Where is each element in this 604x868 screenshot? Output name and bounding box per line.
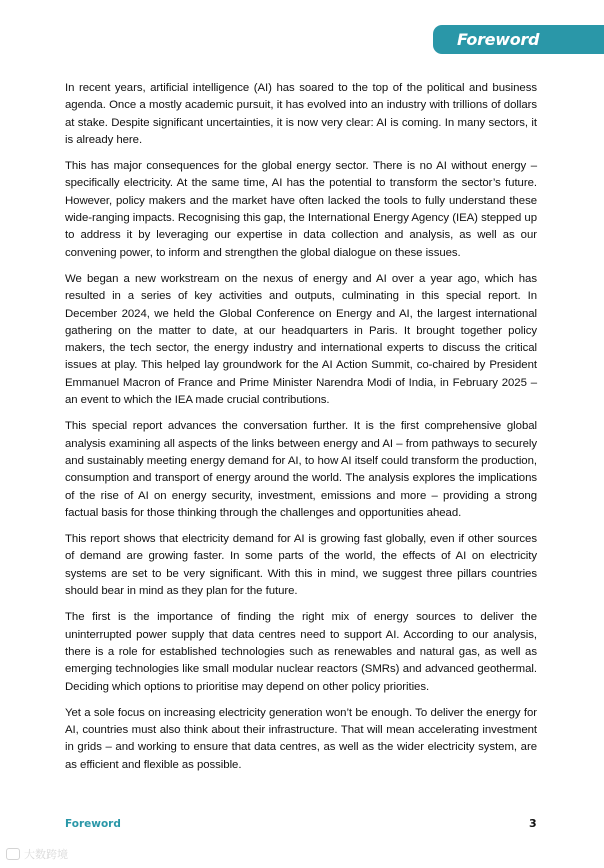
paragraph-energy-consequences: This has major consequences for the global energy sector. There is no AI without energy – specifically electricity. At the same time, AI has the potential to transform the sector’s future. However, policy makers and the market have often lacked the tools to fully understand these wide-ranging impacts. Recognising this gap, the International Energy Agency (IEA) stepped up to address it by leveraging our expertise in data collection and analysis, as well as our convening power, to inform and strengthen the global dialogue on these issues. [65,160,537,259]
paragraph-workstream: We began a new workstream on the nexus of energy and AI over a year ago, which has resulted in a series of key activities and outputs, culminating in this special report. In December 2024, we held the Global Conference on Energy and AI, the largest international gathering on the matter to date, at our headquarters in Paris. It brought together policy makers, the tech sector, the energy industry and international experts to discuss the critical issues at play. This helped lay groundwork for the AI Action Summit, co-chaired by President Emmanuel Macron of France and Prime Minister Narendra Modi of India, in February 2025 – an event to which the IEA made crucial contributions. [65,272,537,407]
paragraph-special-report: This special report advances the conversation further. It is the first comprehensive global analysis examining all aspects of the links between energy and AI – from pathways to securely and sustainably meeting energy demand for AI, to how AI itself could transform the production, consumption and transport of energy around the world. The analysis explores the implications of the rise of AI on energy security, investment, emissions and more – providing a strong factual basis for those thinking through the challenges and opportunities ahead. [65,420,537,519]
chat-bubble-logo-icon [6,848,20,860]
paragraph-infrastructure: Yet a sole focus on increasing electricity generation won’t be enough. To deliver the energy for AI, countries must also think about their infrastructure. That will mean accelerating investment in grids – and working to ensure that data centres, as well as the wider electricity system, are as efficient and flexible as possible. [65,706,537,771]
section-header-tab [433,25,604,54]
paragraph-intro: In recent years, artificial intelligence (AI) has soared to the top of the political and business agenda. Once a mostly academic pursuit, it has evolved into an industry with trillions of dollars at stake. Despite significant uncertainties, it is now very clear: AI is coming. In many sectors, it is already here. [65,82,537,146]
foreword-body [65,80,537,783]
page-number: 3 [529,817,537,830]
watermark [6,846,68,862]
section-header-title: Foreword [457,30,540,49]
footer-section-label: Foreword [65,818,121,830]
watermark-text: 大数跨境 [24,848,68,861]
paragraph-demand-growth: This report shows that electricity demand for AI is growing fast globally, even if other sources of demand are growing faster. In some parts of the world, the effects of AI on electricity systems are set to be very significant. With this in mind, we suggest three pillars countries should bear in mind as they plan for the future. [65,533,537,598]
paragraph-first-pillar: The first is the importance of finding the right mix of energy sources to deliver the uninterrupted power supply that data centres need to support AI. According to our analysis, there is a role for established technologies such as renewables and natural gas, as well as emerging technologies like small modular nuclear reactors (SMRs) and advanced geothermal. Deciding which options to prioritise may depend on other policy priorities. [65,611,537,693]
